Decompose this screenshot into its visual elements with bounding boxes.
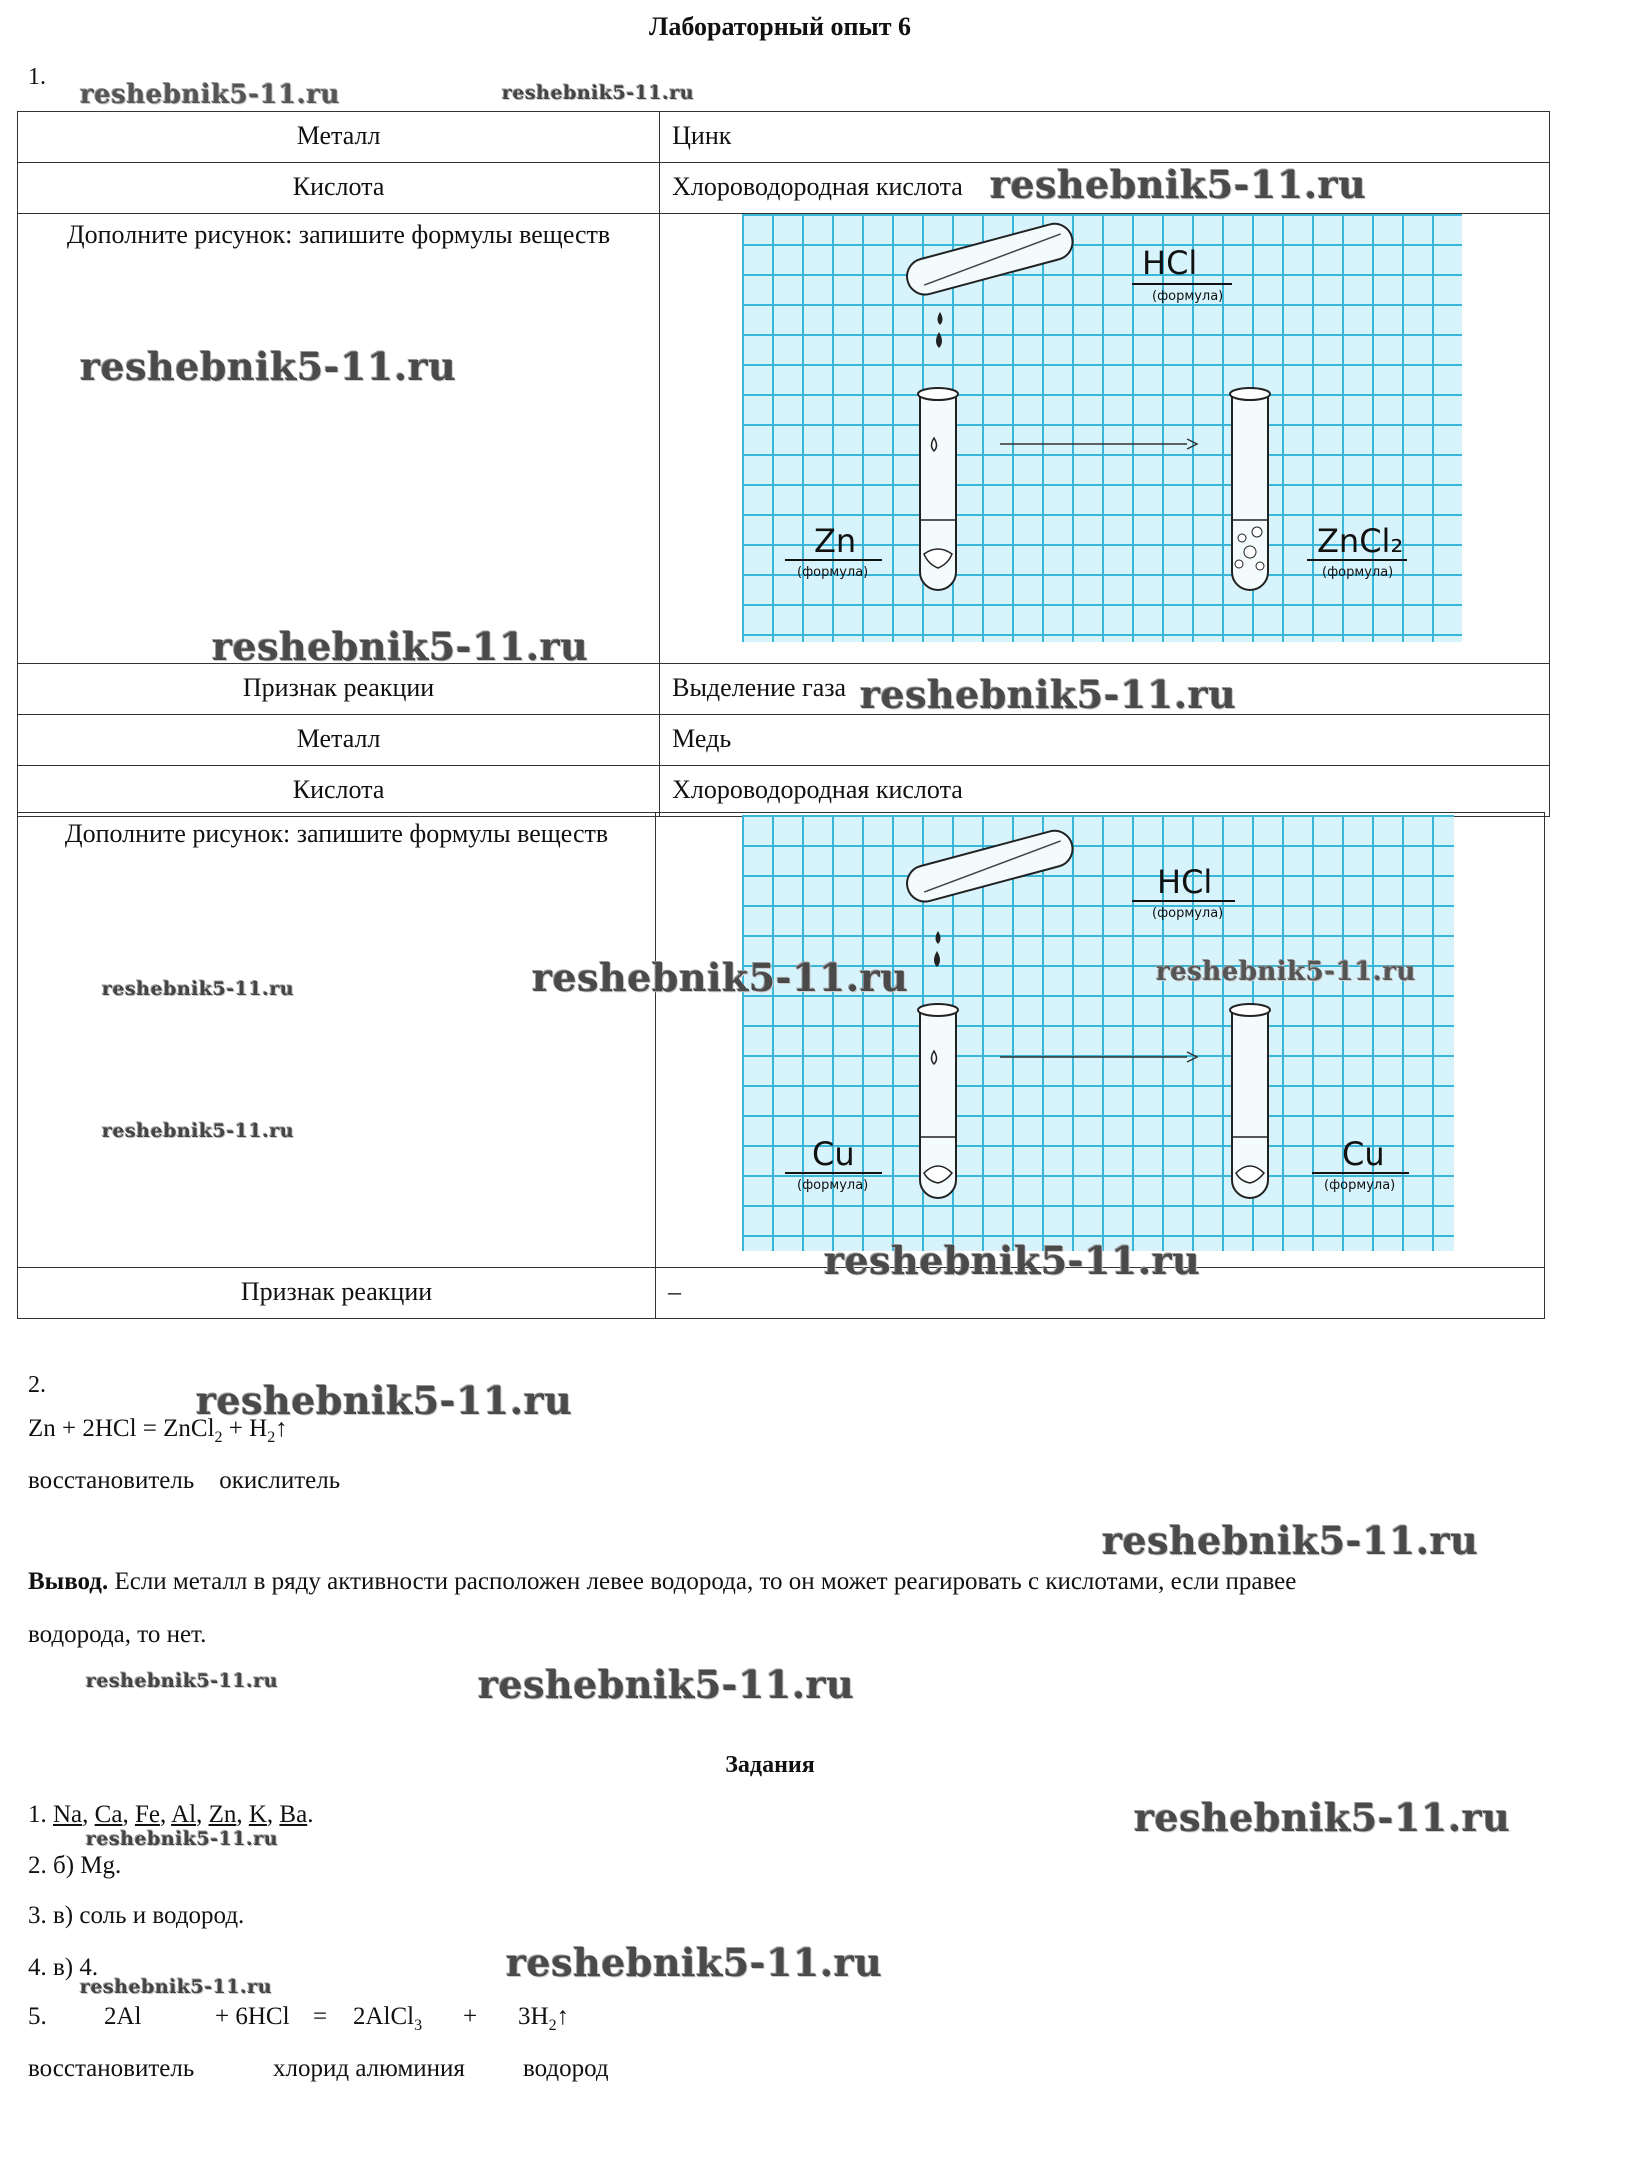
figure-instruction-2: Дополните рисунок: запишите формулы веществ (18, 813, 656, 1268)
task-1: 1. Na, Ca, Fe, Al, Zn, K, Ba. (28, 1801, 314, 1828)
task-4: 4. в) 4. (28, 1954, 99, 1981)
svg-text:(формула): (формула) (1322, 565, 1394, 580)
watermark: reshebnik5-11.ru (80, 344, 457, 389)
watermark: reshebnik5-11.ru (1156, 957, 1417, 987)
watermark: reshebnik5-11.ru (532, 955, 909, 1000)
tasks-heading: Задания (725, 1752, 815, 1778)
sign-value-2: – (656, 1268, 1545, 1319)
watermark: reshebnik5-11.ru (1102, 1518, 1479, 1563)
section-number-1: 1. (28, 64, 46, 90)
sign-value: Выделение газа (660, 664, 1550, 715)
watermark: reshebnik5-11.ru (80, 80, 341, 110)
acid-label-2: Кислота (18, 766, 660, 817)
watermark: reshebnik5-11.ru (80, 1976, 273, 1998)
task-2: 2. б) Mg. (28, 1852, 122, 1879)
test-tube-right-icon (1230, 388, 1270, 590)
left-formula-2: Cu (812, 1135, 855, 1173)
watermark: reshebnik5-11.ru (102, 978, 295, 1000)
acid-formula-2: HCl (1157, 863, 1213, 901)
roles-line: восстановитель окислитель (28, 1467, 341, 1494)
conclusion (28, 1565, 1568, 1599)
watermark: reshebnik5-11.ru (86, 1828, 279, 1850)
pouring-tube-icon-2 (903, 827, 1077, 906)
conclusion-label: Вывод. (28, 1568, 109, 1595)
conclusion-text-2: водорода, то нет. (28, 1621, 207, 1648)
watermark: reshebnik5-11.ru (506, 1940, 883, 1985)
right-formula-2: Cu (1342, 1135, 1385, 1173)
svg-text:(формула): (формула) (797, 1178, 869, 1193)
watermark: reshebnik5-11.ru (990, 162, 1367, 207)
pouring-tube-icon (903, 220, 1077, 299)
svg-text:(формула): (формула) (1324, 1178, 1396, 1193)
metal-value-2: Медь (660, 715, 1550, 766)
svg-text:(формула): (формула) (797, 565, 869, 580)
equation-zinc: Zn + 2HCl = ZnCl$_2$ + $H_2↑$ (28, 1415, 288, 1446)
drop-icon-2 (934, 951, 940, 967)
watermark: reshebnik5-11.ru (102, 1120, 295, 1142)
figure-zinc-reaction (742, 214, 1462, 642)
metal-label: Металл (18, 112, 660, 163)
task-3: 3. в) соль и водород. (28, 1902, 245, 1929)
watermark: reshebnik5-11.ru (212, 624, 589, 669)
watermark: reshebnik5-11.ru (502, 82, 695, 104)
section-number-2: 2. (28, 1372, 46, 1398)
acid-value: Хлороводородная кислота (660, 163, 1550, 214)
figure-instruction: Дополните рисунок: запишите формулы веществ (18, 214, 660, 664)
acid-value-2: Хлороводородная кислота (660, 766, 1550, 817)
drop-icon (936, 332, 942, 348)
watermark: reshebnik5-11.ru (86, 1670, 279, 1692)
test-tube-left-icon (918, 388, 958, 590)
test-tube-right-icon-2 (1230, 1004, 1270, 1198)
task-5-roles: восстановитель хлорид алюминия водород (28, 2055, 609, 2082)
page-title: Лабораторный опыт 6 (648, 12, 912, 41)
conclusion-text: Если металл в ряду активности расположен левее водорода, то он может реагировать с кислотами, если правее (114, 1568, 1297, 1595)
metal-value: Цинк (660, 112, 1550, 163)
sign-label: Признак реакции (18, 664, 660, 715)
watermark: reshebnik5-11.ru (1134, 1795, 1511, 1840)
watermark: reshebnik5-11.ru (824, 1238, 1201, 1283)
task-5-equation: 5. 2Al + 6HCl = 2AlCl$_3$ + $3H_2↑$ (28, 2003, 570, 2034)
watermark: reshebnik5-11.ru (196, 1378, 573, 1423)
metal-label-2: Металл (18, 715, 660, 766)
watermark: reshebnik5-11.ru (478, 1662, 855, 1707)
right-formula: ZnCl₂ (1317, 522, 1404, 560)
test-tube-left-icon-2 (918, 1004, 958, 1198)
acid-label: Кислота (18, 163, 660, 214)
sign-label-2: Признак реакции (18, 1268, 656, 1319)
acid-formula-caption: (формула) (1152, 289, 1224, 304)
figure-copper-reaction (742, 815, 1454, 1251)
left-formula: Zn (814, 522, 857, 560)
watermark: reshebnik5-11.ru (860, 672, 1237, 717)
svg-text:(формула): (формула) (1152, 906, 1224, 921)
acid-formula: HCl (1142, 244, 1198, 282)
